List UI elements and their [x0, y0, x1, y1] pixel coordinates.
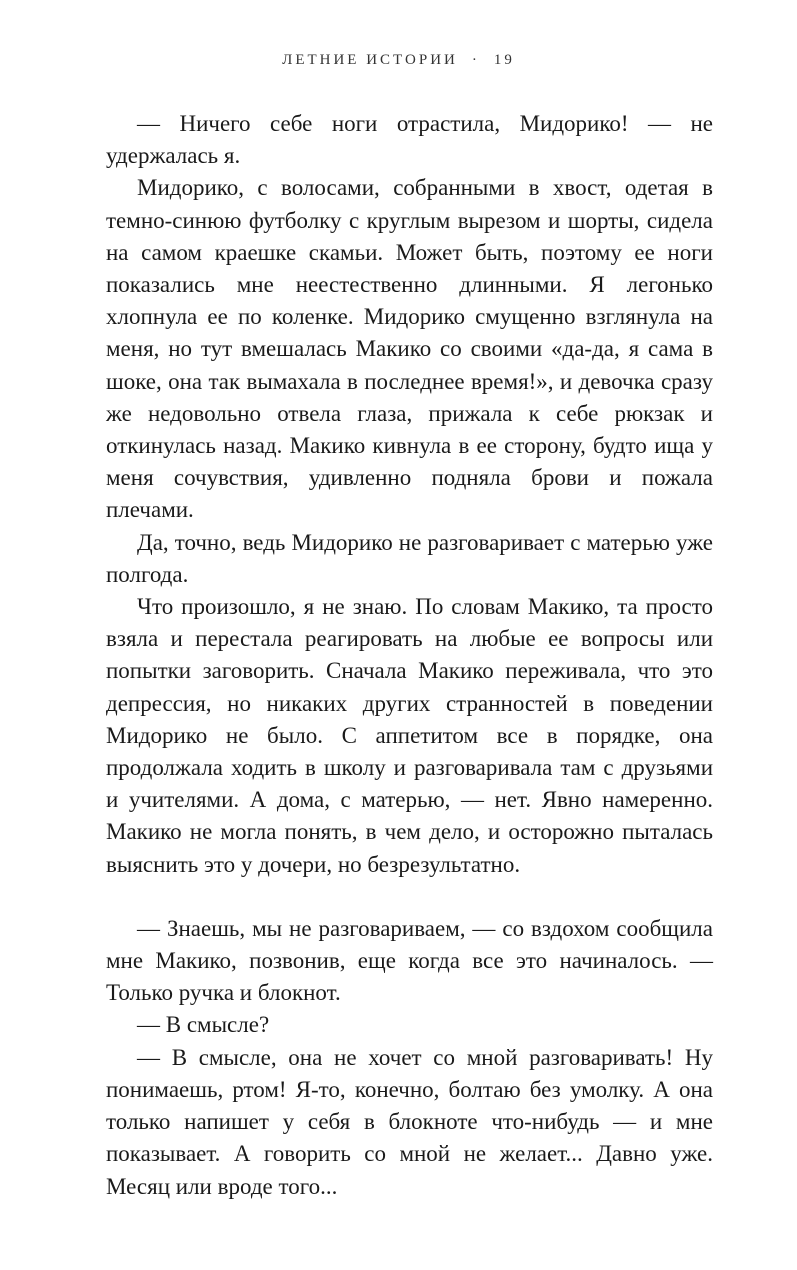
body-text: [106, 108, 713, 1203]
running-title: ЛЕТНИЕ ИСТОРИИ: [282, 52, 458, 68]
paragraph: Мидорико, с волосами, собранными в хвост, одетая в темно-синюю футболку с круглым вырезом и шорты, сидела на самом краешке скамьи. Может быть, поэтому ее ноги показались мне неестественно длинными. Я легонько хлопнула ее по коленке. Мидорико смущенно взглянула на меня, но тут вмешалась Макико со своими «да-да, я сама в шоке, она так вымахала в последнее время!», и девочка сразу же недовольно отвела глаза, прижала к себе рюкзак и откинулась назад. Макико кивнула в ее сторону, будто ища у меня сочувствия, удивленно подняла брови и пожала плечами.: [106, 175, 713, 523]
paragraph: — В смысле, она не хочет со мной разговаривать! Ну понимаешь, ртом! Я-то, конечно, болтаю без умолку. А она только напишет у себя в блокноте что-нибудь — и мне показывает. А говорить со мной не желает... Давно уже. Месяц или вроде того...: [106, 1044, 713, 1199]
running-header: [0, 52, 797, 69]
page-number: 19: [493, 52, 515, 68]
paragraph: — В смысле?: [137, 1012, 270, 1038]
section-break: [106, 881, 713, 913]
paragraph: — Ничего себе ноги отрастила, Мидорико! — не удержалась я.: [106, 111, 713, 169]
paragraph: Что произошло, я не знаю. По словам Макико, та просто взяла и перестала реагировать на любые ее вопросы или попытки заговорить. Сначала Макико переживала, что это депрессия, но никаких других странностей в поведении Мидорико не было. С аппетитом все в порядке, она продолжала ходить в школу и разговаривала там с друзьями и учителями. А дома, с матерью, — нет. Явно намеренно. Макико не могла понять, в чем дело, и осторожно пыталась выяснить это у дочери, но безрезультатно.: [106, 594, 713, 877]
paragraph: Да, точно, ведь Мидорико не разговаривает с матерью уже полгода.: [106, 529, 713, 587]
header-separator: ·: [471, 52, 480, 68]
paragraph: — Знаешь, мы не разговариваем, — со вздохом сообщила мне Макико, позвонив, еще когда все это начиналось. — Только ручка и блокнот.: [106, 915, 713, 1006]
